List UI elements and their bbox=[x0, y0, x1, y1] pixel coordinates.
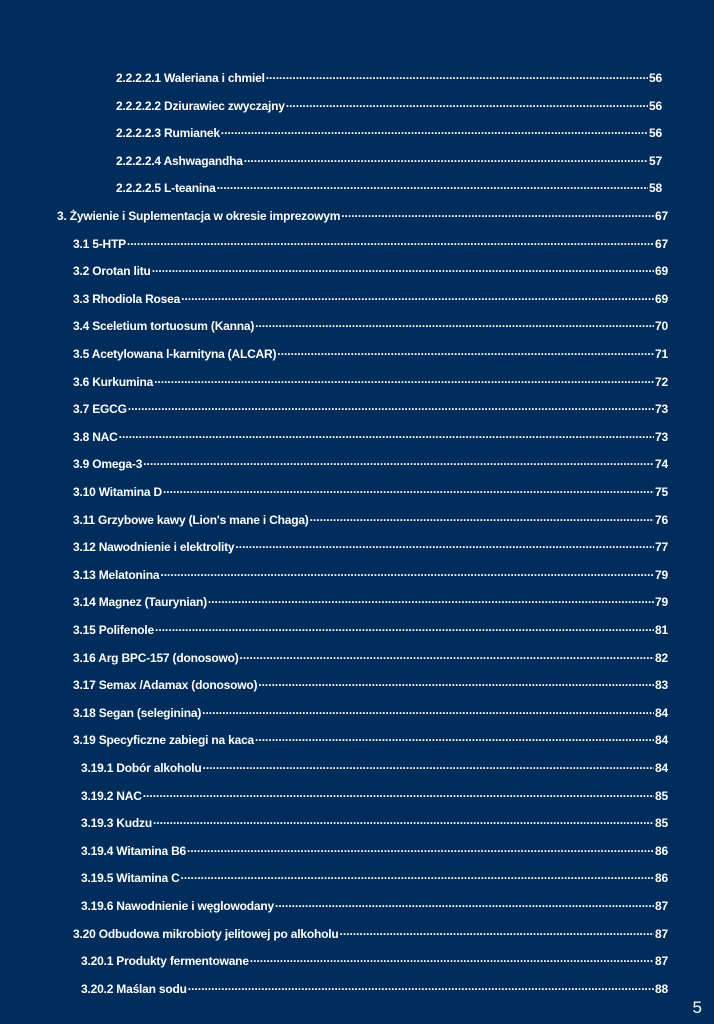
toc-entry-page: 58 bbox=[649, 181, 662, 196]
toc-entry[interactable] bbox=[116, 96, 662, 116]
toc-dot-leader bbox=[143, 786, 654, 800]
toc-entry-title: 3.6 Kurkumina bbox=[73, 374, 154, 389]
toc-entry-page: 56 bbox=[649, 98, 662, 113]
toc-dot-leader bbox=[255, 316, 654, 330]
toc-dot-leader bbox=[160, 565, 654, 579]
toc-entry-page: 69 bbox=[655, 264, 668, 279]
toc-dot-leader bbox=[128, 399, 654, 413]
toc-entry-title: 2.2.2.2.1 Waleriana i chmiel bbox=[116, 71, 265, 85]
toc-entry[interactable] bbox=[73, 372, 668, 392]
toc-entry-title: 3.5 Acetylowana l-karnityna (ALCAR) bbox=[73, 347, 277, 361]
toc-entry-page: 67 bbox=[655, 209, 668, 223]
toc-entry-page: 69 bbox=[655, 291, 668, 306]
toc-entry-title: 3.19.3 Kudzu bbox=[81, 816, 152, 831]
toc-entry-title: 2.2.2.2.2 Dziurawiec zwyczajny bbox=[116, 98, 285, 113]
toc-dot-leader bbox=[202, 703, 654, 717]
toc-entry-page: 71 bbox=[655, 347, 668, 361]
toc-entry-title: 3.19.5 Witamina C bbox=[81, 871, 180, 886]
toc-entry-title: 2.2.2.2.5 L-teanina bbox=[116, 181, 216, 196]
toc-dot-leader bbox=[255, 730, 654, 744]
toc-dot-leader bbox=[181, 868, 655, 882]
toc-dot-leader bbox=[258, 675, 654, 689]
toc-entry-title: 3.20.1 Produkty fermentowane bbox=[81, 954, 249, 969]
toc-dot-leader bbox=[340, 924, 655, 938]
toc-dot-leader bbox=[127, 234, 654, 248]
toc-entry-page: 76 bbox=[655, 512, 668, 527]
toc-entry[interactable] bbox=[73, 261, 668, 281]
toc-entry[interactable] bbox=[73, 648, 668, 668]
toc-entry[interactable] bbox=[73, 482, 668, 502]
toc-entry-title: 3.19.2 NAC bbox=[81, 788, 142, 803]
toc-dot-leader bbox=[286, 96, 648, 110]
toc-entry[interactable] bbox=[57, 206, 668, 226]
toc-entry-title: 3.4 Sceletium tortuosum (Kanna) bbox=[73, 319, 255, 334]
toc-dot-leader bbox=[208, 592, 654, 606]
toc-dot-leader bbox=[187, 841, 654, 855]
toc-entry[interactable] bbox=[81, 896, 668, 916]
toc-entry-page: 88 bbox=[655, 981, 668, 996]
toc-entry[interactable] bbox=[116, 123, 662, 143]
toc-entry-title: 3.20.2 Maślan sodu bbox=[81, 981, 187, 996]
toc-entry-page: 67 bbox=[655, 236, 668, 251]
toc-entry-title: 3.19.1 Dobór alkoholu bbox=[81, 761, 202, 775]
toc-entry-page: 84 bbox=[655, 761, 668, 775]
toc-dot-leader bbox=[152, 261, 654, 275]
toc-entry[interactable] bbox=[116, 68, 662, 88]
toc-entry[interactable] bbox=[73, 730, 668, 750]
toc-entry-title: 3.17 Semax /Adamax (donosowo) bbox=[73, 678, 258, 693]
toc-entry-page: 79 bbox=[655, 567, 668, 582]
toc-entry[interactable] bbox=[73, 510, 668, 530]
toc-entry[interactable] bbox=[116, 151, 662, 171]
toc-entry-title: 3.12 Nawodnienie i elektrolity bbox=[73, 540, 235, 555]
toc-entry-page: 57 bbox=[649, 153, 662, 168]
toc-entry[interactable] bbox=[73, 675, 668, 695]
toc-entry-page: 87 bbox=[655, 899, 668, 913]
toc-dot-leader bbox=[188, 979, 654, 993]
toc-dot-leader bbox=[221, 123, 648, 137]
toc-dot-leader bbox=[341, 206, 654, 220]
toc-entry-title: 3.19.6 Nawodnienie i węglowodany bbox=[81, 899, 274, 913]
toc-entry-page: 75 bbox=[655, 485, 668, 499]
toc-entry-title: 3.1 5-HTP bbox=[73, 236, 126, 251]
toc-dot-leader bbox=[266, 68, 648, 82]
toc-entry-page: 72 bbox=[655, 374, 668, 389]
toc-dot-leader bbox=[163, 482, 654, 496]
toc-dot-leader bbox=[203, 758, 655, 772]
toc-entry[interactable] bbox=[73, 924, 668, 944]
toc-dot-leader bbox=[250, 951, 654, 965]
toc-entry[interactable] bbox=[81, 758, 668, 778]
toc-entry[interactable] bbox=[73, 234, 668, 254]
toc-dot-leader bbox=[244, 151, 648, 165]
toc-entry[interactable] bbox=[81, 786, 668, 806]
toc-entry[interactable] bbox=[81, 841, 668, 861]
toc-entry-page: 73 bbox=[655, 402, 668, 417]
toc-dot-leader bbox=[240, 648, 655, 662]
toc-entry-title: 3.3 Rhodiola Rosea bbox=[73, 291, 181, 306]
toc-entry-page: 85 bbox=[655, 816, 668, 831]
toc-entry-page: 82 bbox=[655, 650, 668, 665]
toc-entry[interactable] bbox=[73, 592, 668, 612]
toc-entry[interactable] bbox=[81, 813, 668, 833]
toc-entry-title: 3.16 Arg BPC-157 (donosowo) bbox=[73, 650, 239, 665]
toc-entry[interactable] bbox=[73, 620, 668, 640]
toc-entry-page: 56 bbox=[649, 126, 662, 141]
toc-entry[interactable] bbox=[73, 565, 668, 585]
toc-entry[interactable] bbox=[73, 344, 668, 364]
toc-entry-title: 3.14 Magnez (Taurynian) bbox=[73, 595, 207, 610]
toc-entry-title: 3.15 Polifenole bbox=[73, 623, 155, 637]
toc-entry-page: 84 bbox=[655, 705, 668, 720]
toc-entry-title: 3. Żywienie i Suplementacja w okresie imprezowym bbox=[57, 209, 341, 223]
toc-entry-title: 2.2.2.2.3 Rumianek bbox=[116, 126, 220, 141]
toc-entry[interactable] bbox=[73, 289, 668, 309]
toc-entry[interactable] bbox=[73, 454, 668, 474]
toc-entry[interactable] bbox=[73, 537, 668, 557]
toc-entry-title: 2.2.2.2.4 Ashwagandha bbox=[116, 153, 243, 168]
toc-entry-page: 87 bbox=[655, 954, 668, 969]
toc-entry[interactable] bbox=[73, 316, 668, 336]
toc-entry-page: 85 bbox=[655, 788, 668, 803]
toc-entry-title: 3.19 Specyficzne zabiegi na kaca bbox=[73, 733, 255, 748]
toc-entry[interactable] bbox=[81, 868, 668, 888]
toc-entry-page: 84 bbox=[655, 733, 668, 748]
toc-entry-page: 56 bbox=[649, 71, 662, 85]
toc-entry-page: 73 bbox=[655, 429, 668, 444]
toc-entry-title: 3.10 Witamina D bbox=[73, 485, 162, 499]
toc-entry-title: 3.13 Melatonina bbox=[73, 567, 160, 582]
toc-entry-title: 3.18 Segan (seleginina) bbox=[73, 705, 202, 720]
toc-entry-page: 86 bbox=[655, 843, 668, 858]
toc-entry-title: 3.9 Omega-3 bbox=[73, 457, 143, 472]
toc-dot-leader bbox=[277, 344, 654, 358]
toc-entry-page: 86 bbox=[655, 871, 668, 886]
toc-entry[interactable] bbox=[73, 703, 668, 723]
toc-dot-leader bbox=[119, 427, 654, 441]
toc-dot-leader bbox=[181, 289, 654, 303]
page-number: 5 bbox=[692, 998, 702, 1017]
toc-entry[interactable] bbox=[81, 979, 668, 999]
toc-entry-title: 3.19.4 Witamina B6 bbox=[81, 843, 187, 858]
toc-entry[interactable] bbox=[73, 399, 668, 419]
toc-entry-title: 3.20 Odbudowa mikrobioty jelitowej po alkoholu bbox=[73, 926, 339, 941]
toc-entry-title: 3.11 Grzybowe kawy (Lion's mane i Chaga) bbox=[73, 512, 309, 527]
toc-entry[interactable] bbox=[116, 178, 662, 198]
toc-entry-page: 83 bbox=[655, 678, 668, 693]
toc-entry-title: 3.8 NAC bbox=[73, 429, 118, 444]
toc-entry-page: 79 bbox=[655, 595, 668, 610]
toc-entry-page: 81 bbox=[655, 623, 668, 637]
toc-entry-page: 87 bbox=[655, 926, 668, 941]
toc-entry-page: 77 bbox=[655, 540, 668, 555]
toc-dot-leader bbox=[235, 537, 654, 551]
toc-entry-page: 70 bbox=[655, 319, 668, 334]
toc-entry-title: 3.7 EGCG bbox=[73, 402, 127, 417]
toc-entry-title: 3.2 Orotan litu bbox=[73, 264, 151, 279]
toc-dot-leader bbox=[155, 620, 654, 634]
toc-entry-page: 74 bbox=[655, 457, 668, 472]
toc-entry[interactable] bbox=[73, 427, 668, 447]
toc-dot-leader bbox=[143, 454, 654, 468]
toc-dot-leader bbox=[154, 372, 654, 386]
toc-dot-leader bbox=[153, 813, 654, 827]
toc-dot-leader bbox=[310, 510, 654, 524]
toc-dot-leader bbox=[217, 178, 648, 192]
toc-dot-leader bbox=[275, 896, 654, 910]
toc-entry[interactable] bbox=[81, 951, 668, 971]
